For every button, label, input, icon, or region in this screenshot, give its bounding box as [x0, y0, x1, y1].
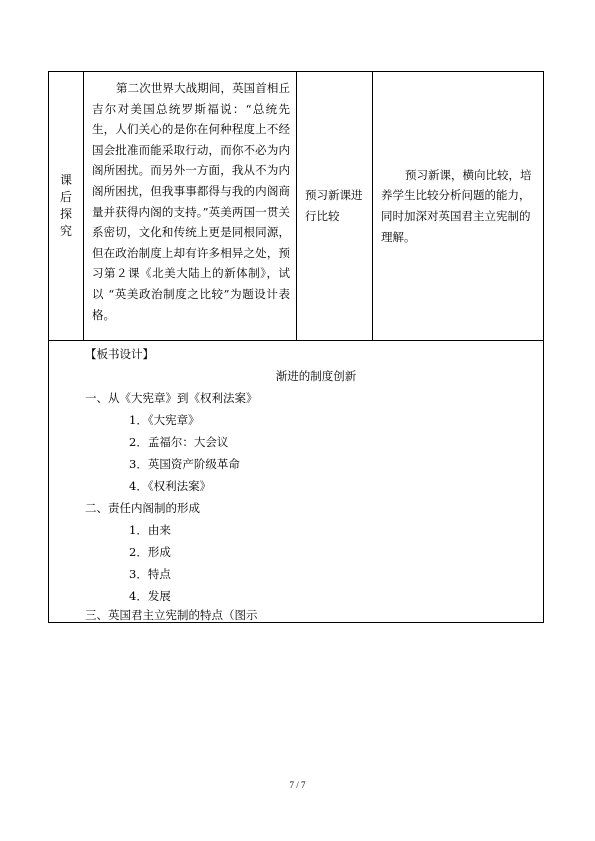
board-design-cell: [49, 341, 544, 623]
board-item: 2．形成: [129, 545, 171, 559]
student-activity: 预习新课进行比较: [305, 188, 363, 223]
page-number: 7 / 7: [289, 780, 306, 790]
intent-cell: [373, 72, 544, 341]
board-item: 4．《权利法案》: [129, 479, 212, 493]
activity-cell: [297, 72, 373, 341]
board-item: 1．《大宪章》: [129, 413, 200, 427]
category-cell: [49, 72, 84, 341]
board-item: 3．英国资产阶级革命: [129, 457, 240, 471]
board-item: 4．发展: [129, 589, 171, 603]
design-intent: 预习新课，横向比较，培养学生比较分析问题的能力，同时加深对英国君主立宪制的理解。: [381, 167, 532, 244]
teaching-content: 第二次世界大战期间，英国首相丘吉尔对美国总统罗斯福说：“总统先生，人们关心的是你在何种程度上不经国会批准而能采取行动，而你不必为内阁所困扰。而另外一方面，我从不为内阁所困扰，但我事事都得与我的内阁商量并获得内阁的支持。”英美两国一贯关系密切，文化和传统上更是同根同源，但在政治制度上却有许多相异之处，预习第２课《北美大陆上的新体制》，试以 “英美政治制度之比较”为题设计表格。: [92, 81, 290, 322]
board-design: [49, 341, 543, 622]
board-item: 2．孟福尔：大会议: [129, 435, 229, 449]
board-section-1: 一、从《大宪章》到《权利法案》: [85, 391, 258, 405]
lesson-table: [48, 71, 544, 623]
board-item: 1．由来: [129, 523, 171, 537]
board-section-3: 三、英国君主立宪制的特点（图示: [85, 608, 258, 622]
table-row: [49, 341, 544, 623]
board-section-2: 二、责任内阁制的形成: [85, 501, 200, 515]
category-label: 课后探究: [59, 173, 72, 238]
board-item: 3．特点: [129, 567, 171, 581]
content-cell: [84, 72, 297, 341]
board-heading: 【板书设计】: [85, 347, 154, 361]
board-title: 渐进的制度创新: [275, 369, 357, 383]
table-row: [49, 72, 544, 341]
